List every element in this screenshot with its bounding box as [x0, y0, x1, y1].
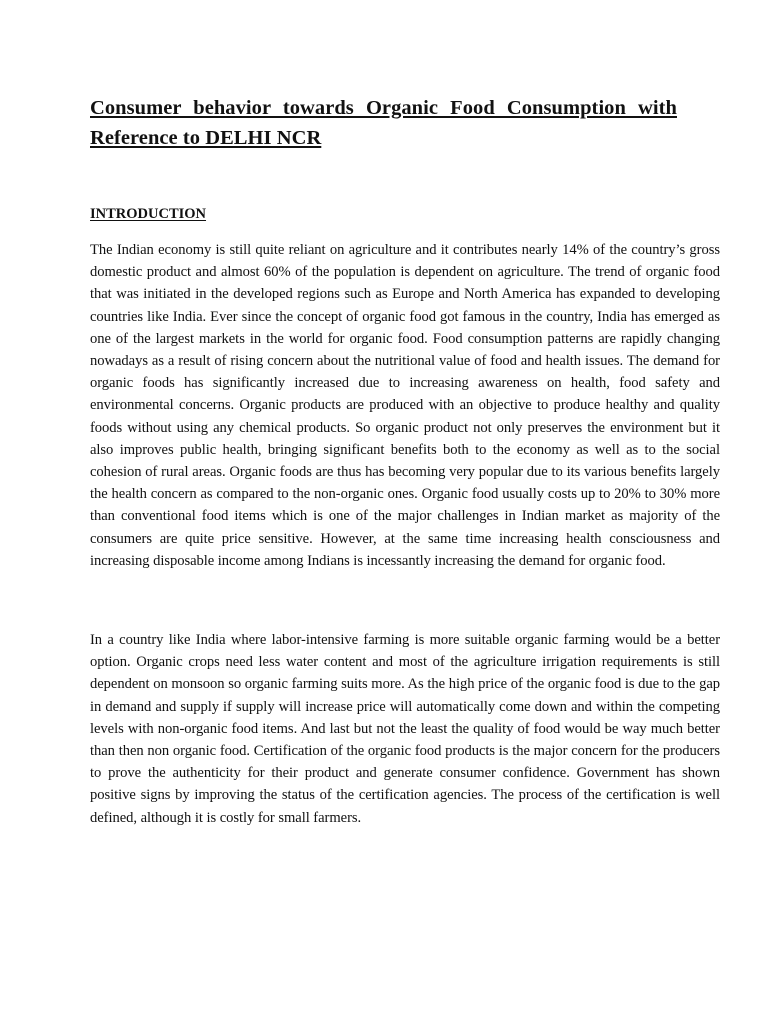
- document-title: Consumer behavior towards Organic Food Consumption with Reference to DELHI NCR: [90, 97, 677, 149]
- section-heading-introduction: INTRODUCTION: [90, 206, 207, 222]
- body-paragraph-2: In a country like India where labor-intensive farming is more suitable organic farming would be a better option. Organic crops need less water content and most of the agriculture irrigation requirements is still dependent on monsoon so organic farming suits more. As the high price of the organic food is due to the gap in demand and supply if supply will increase price will automatically come down and within the competing levels with non-organic food items. And last but not the least the quality of food would be way much better than then non organic food. Certification of the organic food products is the major concern for the producers to prove the authenticity for their product and generate consumer confidence. Government has shown positive signs by improving the status of the certification agencies. The process of the certification is well defined, although it is costly for small farmers.: [90, 632, 720, 826]
- body-paragraph-1: The Indian economy is still quite reliant on agriculture and it contributes nearly 14% of the country’s gross domestic product and almost 60% of the population is dependent on agriculture. The trend of organic food that was initiated in the developed regions such as Europe and North America has expanded to developing countries like India. Ever since the concept of organic food got famous in the country, India has emerged as one of the largest markets in the world for organic food. Food consumption patterns are rapidly changing nowadays as a result of rising concern about the nutritional value of food and health issues. The demand for organic foods has significantly increased due to increasing awareness on health, food safety and environmental concerns. Organic products are produced with an objective to produce healthy and quality foods without using any chemical products. So organic product not only preserves the environment but it also improves public health, bringing significant benefits both to the economy as well as to the social cohesion of rural areas. Organic foods are thus has becoming very popular due to its various benefits largely the health concern as compared to the non-organic ones. Organic food usually costs up to 20% to 30% more than conventional food items which is one of the major challenges in Indian market as majority of the consumers are quite price sensitive. However, at the same time increasing health consciousness and increasing disposable income among Indians is incessantly increasing the demand for organic food.: [90, 242, 720, 569]
